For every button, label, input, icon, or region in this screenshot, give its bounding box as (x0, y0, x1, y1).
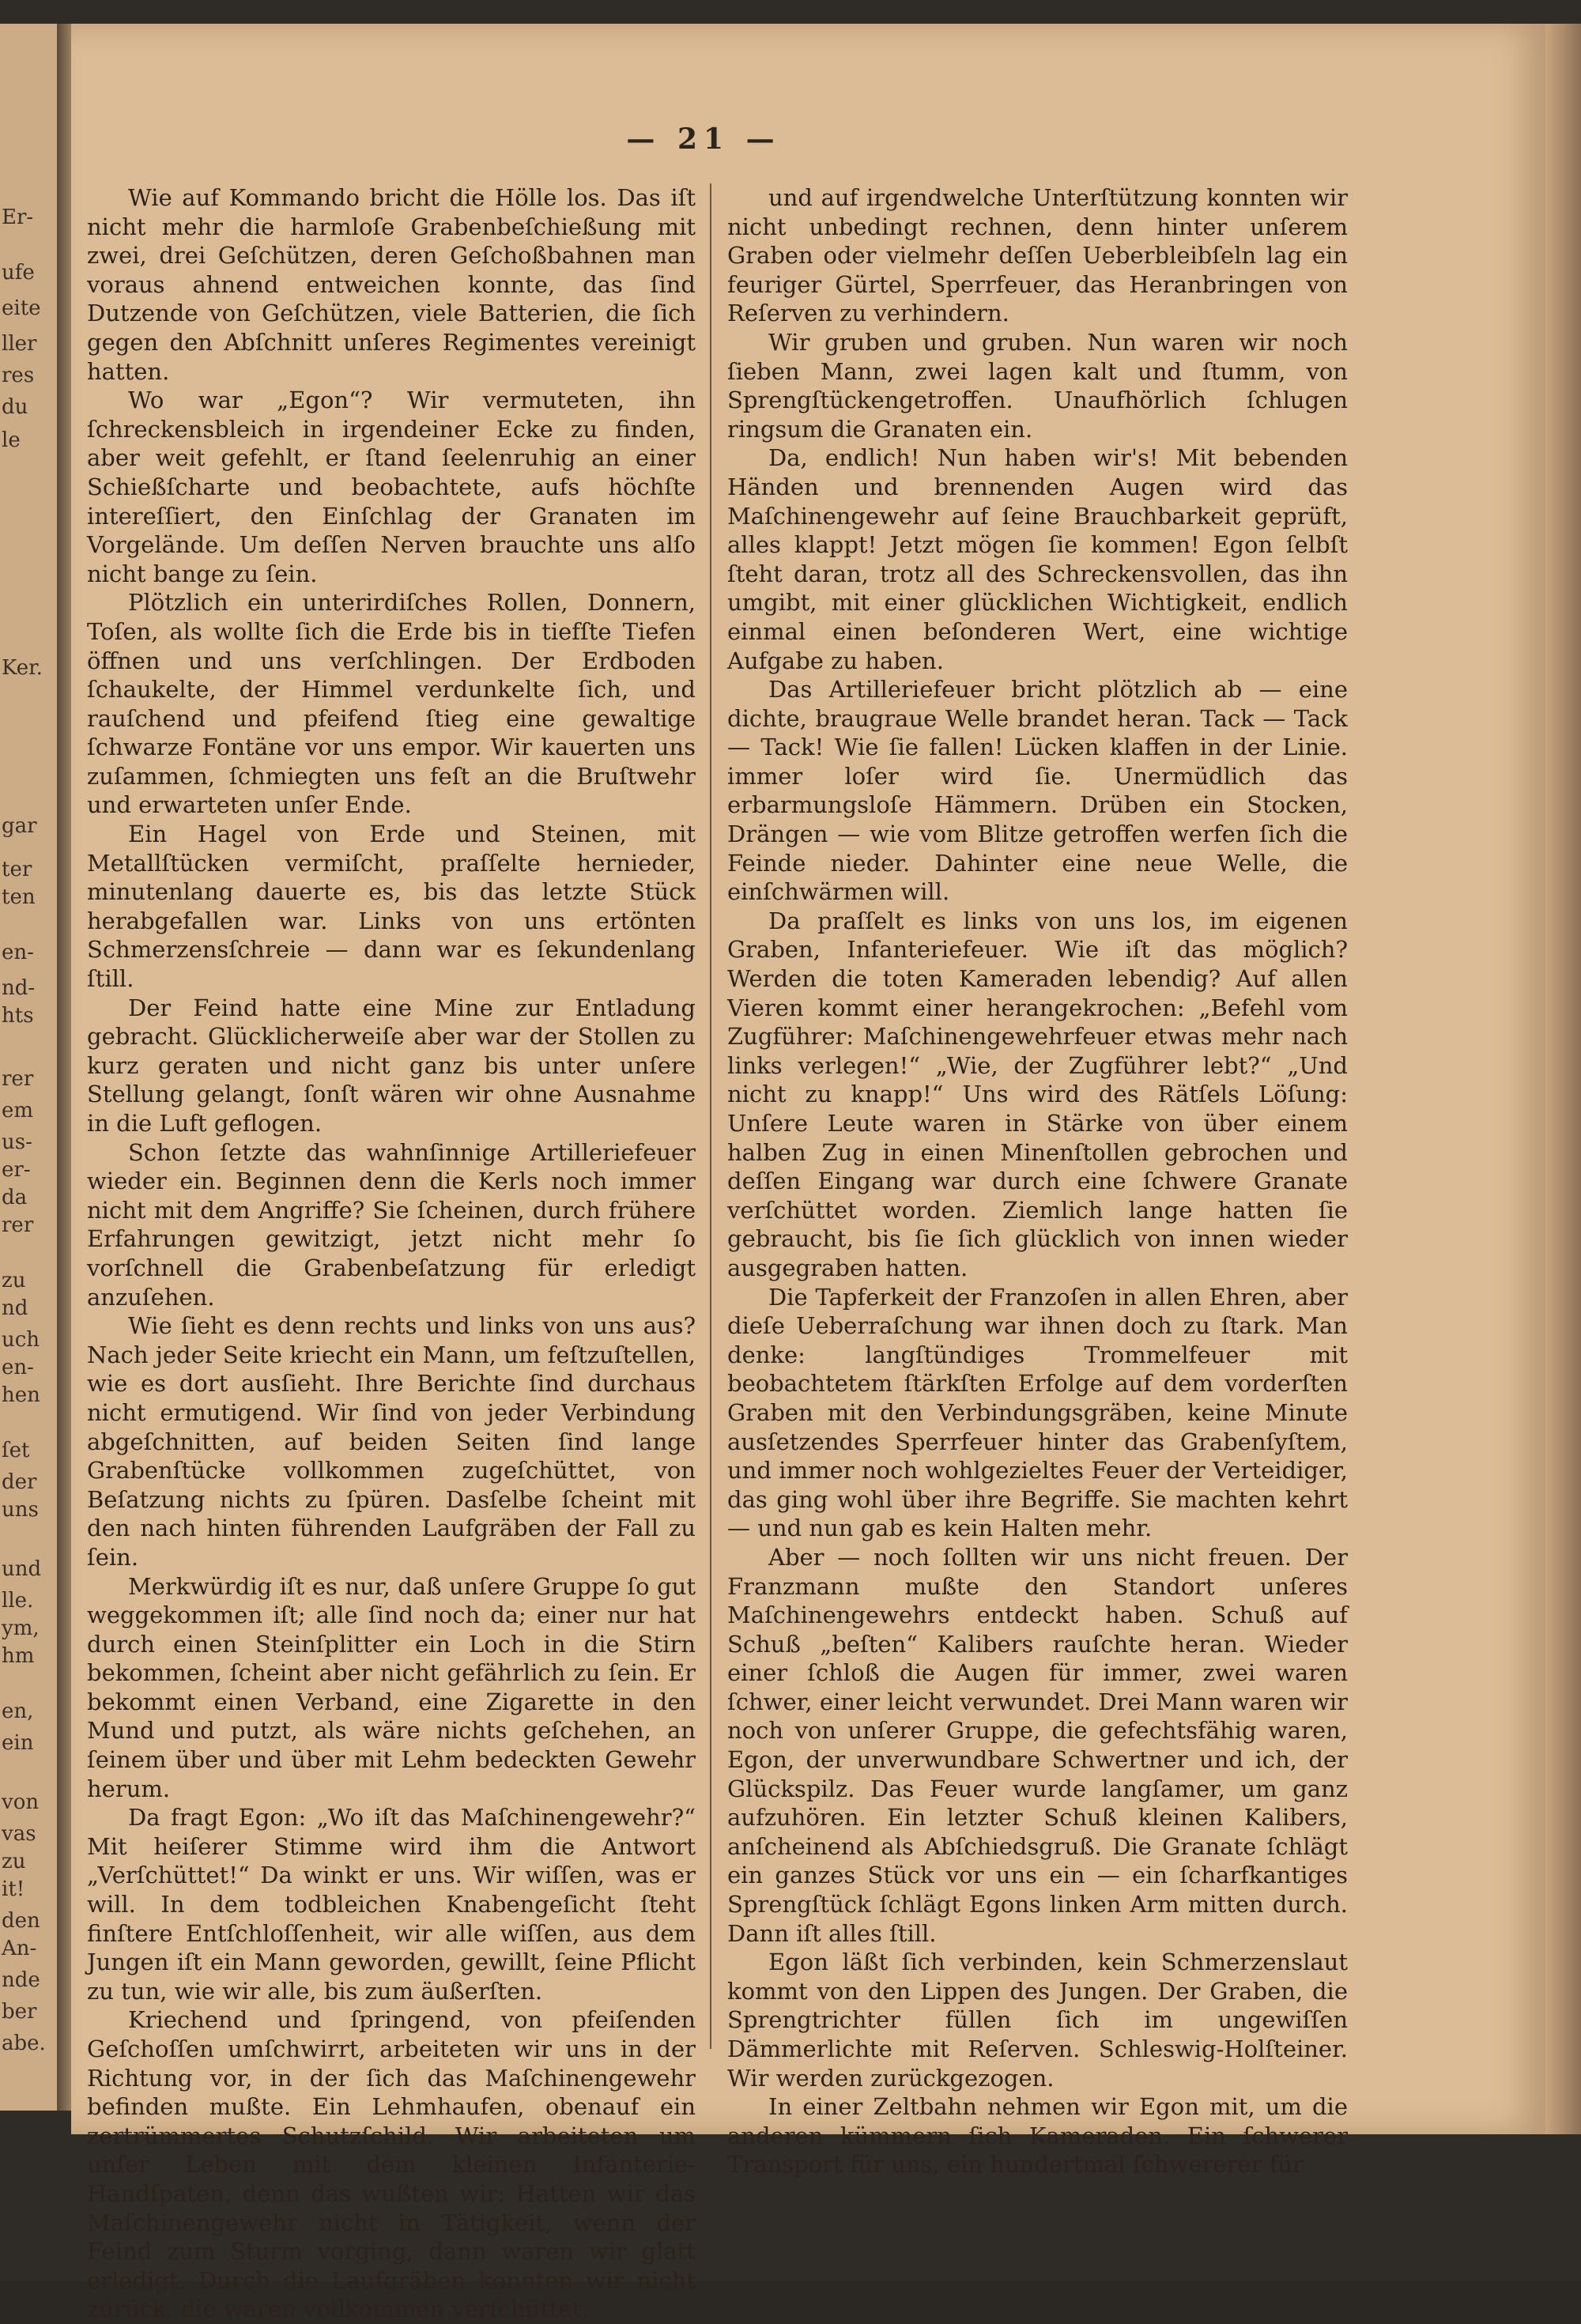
margin-fragment: us- (2, 1130, 32, 1154)
margin-fragment: nd- (2, 976, 36, 1000)
paragraph: Wir gruben und gruben. Nun waren wir noch ſieben Mann, zwei lagen kalt und ſtumm, von Sprengſtückengetroffen. Unaufhörlich ſchlugen ringsum die Granaten ein. (727, 328, 1348, 443)
right-column (727, 183, 1348, 2179)
margin-fragment: en, (2, 1700, 34, 1723)
paragraph: Wo war „Egon“? Wir vermuteten, ihn ſchreckensbleich in irgendeiner Ecke zu finden, aber weit gefehlt, er ſtand ſeelenruhig an einer Schießſcharte und beobachtete, aufs höchſte intereſſiert, den Einſchlag der Granaten im Vorgelände. Um deſſen Nerven brauchte uns alſo nicht bange zu ſein. (87, 387, 696, 587)
paragraph: Wie auf Kommando bricht die Hölle los. Das iſt nicht mehr die harmloſe Grabenbeſchießung mit zwei, drei Geſchützen, deren Geſchoßbahnen man voraus ahnend entweichen konnte, das ſind Dutzende von Geſchützen, viele Batterien, die ſich gegen den Abſchnitt unſeres Regimentes vereinigt hatten. (87, 184, 696, 385)
margin-fragment: ym, (2, 1617, 40, 1640)
page-edge-right (1545, 24, 1581, 2134)
margin-fragment: Ker. (2, 656, 43, 680)
paragraph: Die Tapferkeit der Franzoſen in allen Ehren, aber dieſe Ueberraſchung war ihnen doch zu ſtark. Man denke: langſtündiges Trommelfeuer mit beobachtetem ſtärkſten Erfolge auf dem vorderſten Graben mit den Verbindungsgräben, keine Minute ausſetzendes Sperrfeuer hinter das Grabenſyſtem, und immer noch wohlgezieltes Feuer der Verteidiger, das ging wohl über ihre Begriffe. Sie machten kehrt — und nun gab es kein Halten mehr. (727, 1283, 1348, 1542)
page-number: — 21 — (626, 123, 781, 156)
margin-fragment: hen (2, 1383, 40, 1407)
margin-fragment: da (2, 1186, 28, 1209)
paragraph: Da fragt Egon: „Wo iſt das Maſchinengewehr?“ Mit heiſerer Stimme wird ihm die Antwort „Verſchüttet!“ Da winkt er uns. Wir wiſſen, was er will. In dem todbleichen Knabengeſicht ſteht finſtere Entſchloſſenheit, wir alle wiſſen, aus dem Jungen iſt ein Mann geworden, gewillt, ſeine Pflicht zu tun, wie wir alle, bis zum äußerſten. (87, 1804, 696, 2005)
margin-fragment: zu (2, 1269, 26, 1292)
margin-fragment: An- (2, 1937, 37, 1960)
margin-fragment: abe. (2, 2032, 46, 2055)
paragraph: und auf irgendwelche Unterſtützung konnten wir nicht unbedingt rechnen, denn hinter unſerem Graben oder vielmehr deſſen Ueberbleibſeln lag ein feuriger Gürtel, Sperrfeuer, das Heranbringen von Reſerven zu verhindern. (727, 184, 1348, 327)
paragraph: In einer Zeltbahn nehmen wir Egon mit, um die anderen kümmern ſich Kameraden. Ein ſchwerer Transport für uns, ein hundertmal ſchwererer für (727, 2093, 1348, 2179)
margin-fragment: uns (2, 1498, 39, 1522)
previous-page-edge (0, 24, 59, 2111)
paragraph: Ein Hagel von Erde und Steinen, mit Metallſtücken vermiſcht, praſſelte hernieder, minutenlang dauerte es, bis das letzte Stück herabgefallen war. Links von uns ertönten Schmerzensſchreie — dann war es ſekundenlang ſtill. (87, 821, 696, 993)
margin-fragment: er- (2, 1158, 31, 1182)
paragraph: Schon ſetzte das wahnſinnige Artilleriefeuer wieder ein. Beginnen denn die Kerls noch immer nicht mit dem Angriffe? Sie ſcheinen, durch frühere Erfahrungen gewitzigt, jetzt nicht mehr ſo vorſchnell die Grabenbeſatzung für erledigt anzuſehen. (87, 1138, 696, 1311)
margin-fragment: der (2, 1470, 37, 1494)
paragraph: Plötzlich ein unterirdiſches Rollen, Donnern, Toſen, als wollte ſich die Erde bis in tiefſte Tiefen öffnen und uns verſchlingen. Der Erdboden ſchaukelte, der Himmel verdunkelte ſich, und rauſchend und pfeifend ſtieg eine gewaltige ſchwarze Fontäne vor uns empor. Wir kauerten uns zuſammen, ſchmiegten uns feſt an die Bruſtwehr und erwarteten unſer Ende. (87, 589, 696, 819)
margin-fragment: zu (2, 1850, 26, 1873)
margin-fragment: und (2, 1557, 42, 1581)
margin-fragment: ſet (2, 1439, 30, 1462)
margin-fragment: rer (2, 1067, 34, 1091)
margin-fragment: eite (2, 296, 41, 320)
margin-fragment: en- (2, 1356, 34, 1379)
margin-fragment: ufe (2, 261, 35, 285)
margin-fragment: it! (2, 1877, 25, 1901)
margin-fragment: nd (2, 1296, 28, 1320)
margin-fragment: ten (2, 885, 36, 909)
paragraph: Das Artilleriefeuer bricht plötzlich ab — eine dichte, braugraue Welle brandet heran. Tack — Tack — Tack! Wie ſie fallen! Lücken klaffen in der Linie. immer loſer wird ſie. Unermüdlich das erbarmungsloſe Hämmern. Drüben ein Stocken, Drängen — wie vom Blitze getroffen werfen ſich die Feinde nieder. Dahinter eine neue Welle, die einſchwärmen will. (727, 676, 1348, 906)
margin-fragment: rer (2, 1213, 34, 1237)
margin-fragment: ter (2, 858, 32, 881)
margin-fragment: hm (2, 1644, 35, 1668)
margin-fragment: gar (2, 814, 37, 838)
margin-fragment: lle. (2, 1589, 34, 1613)
margin-fragment: le (2, 428, 21, 452)
margin-fragment: Er- (2, 206, 34, 229)
paragraph: Kriechend und ſpringend, von pfeiſenden Geſchoſſen umſchwirrt, arbeiteten wir uns in der Richtung vor, in der ſich das Maſchinengewehr befinden mußte. Ein Lehmhaufen, obenauf ein zertrümmertes Schutzſchild. Wir arbeiteten um unſer Leben mit dem kleinen Infanterie-Handſpaten, denn das wußten wir: Hatten wir das Maſchinengewehr nicht in Tätigkeit, wenn der Feind zum Sturm vorging, dann waren wir glatt erledigt. Durch die Laufgräben konnten wir nicht zurück, die waren vollkommen verſchüttet, (87, 2006, 696, 2323)
margin-fragment: em (2, 1099, 34, 1122)
column-divider (710, 183, 711, 2049)
margin-fragment: nde (2, 1968, 40, 1992)
margin-fragment: uch (2, 1328, 40, 1352)
paragraph: Merkwürdig iſt es nur, daß unſere Gruppe ſo gut weggekommen iſt; alle ſind noch da; einer nur hat durch einen Steinſplitter ein Loch in die Stirn bekommen, ſcheint aber nicht gefährlich zu ſein. Er bekommt einen Verband, eine Zigarette in den Mund und putzt, als wäre nichts geſchehen, an ſeinem über und über mit Lehm bedeckten Gewehr herum. (87, 1572, 696, 1802)
left-column (87, 183, 696, 2324)
margin-fragment: hts (2, 1004, 34, 1028)
paragraph: Da praſſelt es links von uns los, im eigenen Graben, Infanteriefeuer. Wie iſt das möglich? Werden die toten Kameraden lebendig? Auf allen Vieren kommt einer herangekrochen: „Befehl vom Zugführer: Maſchinengewehrfeuer etwas mehr nach links verlegen!“ „Wie, der Zugführer lebt?“ „Und nicht zu knapp!“ Uns wird des Rätſels Löſung: Unſere Leute waren in Stärke von über einem halben Zug in einen Minenſtollen gebrochen und deſſen Eingang war durch eine ſchwere Granate verſchüttet worden. Ziemlich lange hatten ſie gebraucht, bis ſie ſich glücklich von innen wieder ausgegraben hatten. (727, 907, 1348, 1281)
margin-fragment: vas (2, 1822, 36, 1846)
margin-fragment: ber (2, 2000, 37, 2024)
margin-fragment: res (2, 364, 35, 387)
margin-fragment: ein (2, 1731, 34, 1755)
paragraph: Wie ſieht es denn rechts und links von uns aus? Nach jeder Seite kriecht ein Mann, um feſtzuſtellen, wie es dort ausſieht. Ihre Berichte ſind durchaus nicht ermutigend. Wir ſind von jeder Verbindung abgeſchnitten, auf beiden Seiten ſind lange Grabenſtücke vollkommen zugeſchüttet, von Beſatzung nichts zu ſpüren. Dasſelbe ſcheint mit den nach hinten führenden Laufgräben der Fall zu ſein. (87, 1312, 696, 1571)
margin-fragment: von (2, 1790, 40, 1814)
paragraph: Egon läßt ſich verbinden, kein Schmerzenslaut kommt von den Lippen des Jungen. Der Graben, die Sprengtrichter füllen ſich im ungewiſſen Dämmerlichte mit Reſerven. Schleswig-Holſteiner. Wir werden zurückgezogen. (727, 1949, 1348, 2092)
paragraph: Aber — noch ſollten wir uns nicht freuen. Der Franzmann mußte den Standort unſeres Maſchinengewehrs entdeckt haben. Schuß auf Schuß „beſten“ Kalibers rauſchte heran. Wieder einer ſchloß die Augen für immer, zwei waren ſchwer, einer leicht verwundet. Drei Mann waren wir noch von unſerer Gruppe, die gefechtsfähig waren, Egon, der unverwundbare Schwertner und ich, der Glückspilz. Das Feuer wurde langſamer, um ganz aufzuhören. Ein letzter Schuß kleinen Kalibers, anſcheinend als Abſchiedsgruß. Die Granate ſchlägt ein ganzes Stück vor uns ein — ein ſcharfkantiges Sprengſtück ſchlägt Egons linken Arm mitten durch. Dann iſt alles ſtill. (727, 1543, 1348, 1947)
paragraph: Der Feind hatte eine Mine zur Entladung gebracht. Glücklicherweiſe aber war der Stollen zu kurz geraten und nicht ganz bis unter unſere Stellung gelangt, ſonſt wären wir ohne Ausnahme in die Luft geflogen. (87, 994, 696, 1137)
margin-fragment: den (2, 1909, 40, 1933)
margin-fragment: en- (2, 941, 34, 964)
paragraph: Da, endlich! Nun haben wir's! Mit bebenden Händen und brennenden Augen wird das Maſchinengewehr auf ſeine Brauchbarkeit geprüft, alles klappt! Jetzt mögen ſie kommen! Egon ſelbſt ſteht daran, trotz all des Schreckensvollen, das ihn umgibt, mit einer glücklichen Wichtigkeit, endlich einmal einen beſonderen Wert, eine wichtige Aufgabe zu haben. (727, 444, 1348, 674)
margin-fragment: du (2, 395, 28, 419)
margin-fragment: ller (2, 332, 37, 356)
